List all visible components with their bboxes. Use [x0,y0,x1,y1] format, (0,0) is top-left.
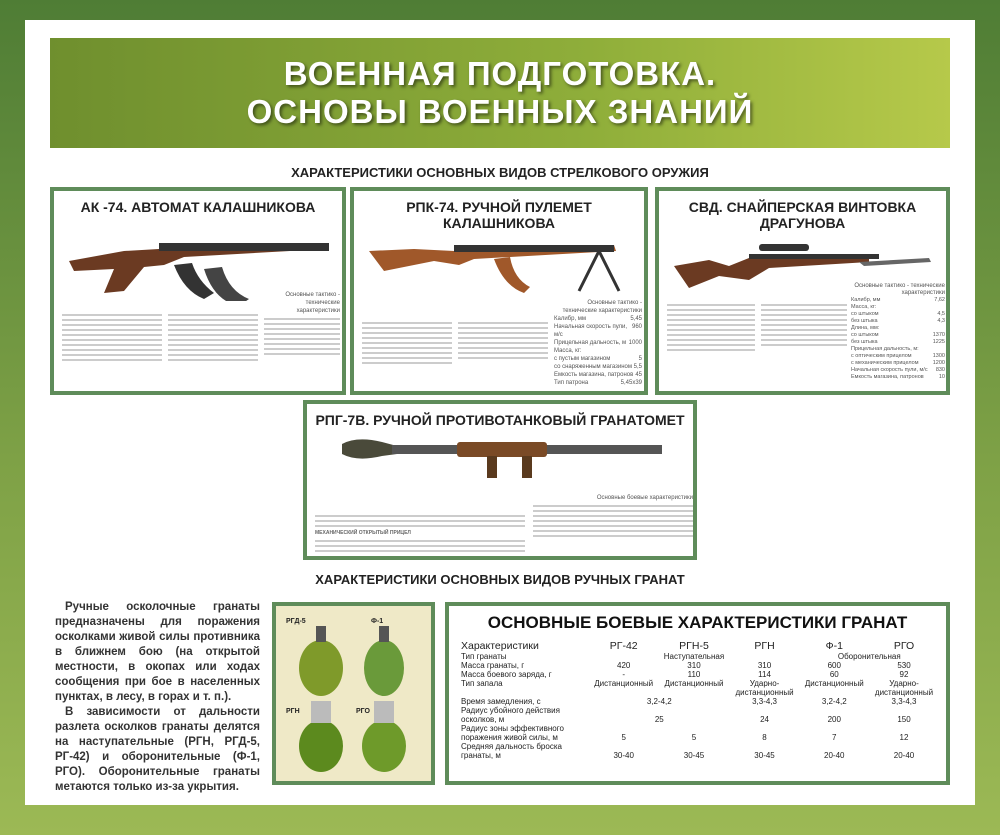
label-rgn: РГН [286,708,300,715]
text: 1000 [628,340,642,346]
text: 114 [758,670,771,679]
text: Начальная скорость пули, м/с [554,324,628,338]
rpg7-image [337,432,677,482]
text: 1200 [932,360,945,366]
text: без штыка [851,318,878,324]
text: Прицельная дальность, м: [851,346,919,352]
ak74-title: АК -74. АВТОМАТ КАЛАШНИКОВА [80,199,316,215]
table-row [459,742,939,760]
text: 25 [654,715,664,724]
title-line-1: ВОЕННАЯ ПОДГОТОВКА. [283,55,717,92]
text: 600 [827,661,841,670]
text: РГ-42 [609,640,638,652]
text: со снаряженным магазином [554,364,632,370]
rpk74-image [364,231,644,301]
text: 3,3-4,3 [752,697,777,706]
label-f1: Ф-1 [371,618,384,625]
text: Ударно-дистанционный [874,679,934,697]
text: Калибр, мм [851,297,881,303]
table-header-row [459,640,939,652]
weapons-section-heading: ХАРАКТЕРИСТИКИ ОСНОВНЫХ ВИДОВ СТРЕЛКОВОГО ОРУЖИЯ [291,165,709,180]
text: 420 [617,661,631,670]
text: Калибр, мм [554,316,587,322]
text: 20-40 [824,751,845,760]
text: Масса боевого заряда, г [461,670,552,679]
text: 530 [897,661,911,670]
text: Дистанционный [804,679,864,688]
text: Радиус зоны эффективного поражения живой силы, м [461,724,564,742]
text: 60 [829,670,839,679]
table-row [459,652,939,661]
text: Наступательная [663,652,725,661]
text: без штыка [851,339,878,345]
text: Основные тактико - технические характеристики [854,283,945,296]
text: с оптическим прицелом [851,353,912,359]
text: Масса, кг: [554,348,582,354]
rpg7-title: РПГ-7В. РУЧНОЙ ПРОТИВОТАНКОВЫЙ ГРАНАТОМЕТ [315,412,685,428]
svd-specs [851,283,945,381]
text: 92 [899,670,909,679]
svd-panel [655,187,950,395]
table-row [459,724,939,742]
text: 20-40 [893,751,915,760]
text: 7 [832,733,837,742]
text: 1300 [932,353,945,359]
text: 3,3-4,3 [891,697,917,706]
rpg7-description [315,512,525,555]
text: Тип патрона [554,380,589,386]
text: Основные тактико - технические характеристики [285,292,340,314]
svd-title-line-2: ДРАГУНОВА [759,215,846,231]
text: 10 [938,374,945,380]
text: 45 [635,372,642,378]
rpk74-title-line-1: РПК-74. РУЧНОЙ ПУЛЕМЕТ [406,199,592,215]
grenades-section-heading: ХАРАКТЕРИСТИКИ ОСНОВНЫХ ВИДОВ РУЧНЫХ ГРАНАТ [315,572,685,587]
svd-title-line-1: СВД. СНАЙПЕРСКАЯ ВИНТОВКА [688,199,917,215]
text: Средняя дальность броска гранаты, м [461,742,562,760]
text: 30-40 [613,751,634,760]
text: 3,2-4,2 [646,697,672,706]
text: 310 [687,661,701,670]
rpg7-panel [303,400,697,560]
text: Радиус убойного действия осколков, м [461,706,560,724]
text: Длина, мм: [851,325,880,331]
text: 4,5 [937,311,945,317]
text: РГН [754,640,775,652]
text: РГН-5 [679,640,709,652]
text: Ручные осколочные гранаты предназначены для поражения осколками живой силы противника в ближнем бою (на открытой местности, в окопах или ходах сообщения при бое в населенных пунктах, в лесу, в горах и т. п.). [55,601,260,703]
text: 110 [687,670,701,679]
text: 3,2-4,2 [821,697,847,706]
text: 310 [757,661,772,670]
table-row [459,661,939,670]
rpk74-panel [350,187,648,395]
text: Прицельная дальность, м [554,340,627,346]
text: 1225 [932,339,945,345]
text: 1370 [932,332,945,338]
text: 30-45 [754,751,775,760]
grenade-characteristics-panel [445,602,950,785]
text: 150 [897,715,911,724]
text: Емкость магазина, патронов [851,374,924,380]
text: Тип запала [461,679,503,688]
text: 200 [827,715,841,724]
text: Характеристики [461,640,539,652]
rpk74-description [362,319,452,367]
text: с механическим прицелом [851,360,919,366]
text: РГО [893,640,915,652]
rpk74-title-line-2: КАЛАШНИКОВА [443,215,555,231]
text: Емкость магазина, патронов [554,372,634,378]
text: Дистанционный [664,679,724,688]
text: 5 [638,356,642,362]
grenade-table [459,640,939,760]
label-rgd5: РГД-5 [286,618,306,625]
text: со штыком [851,311,879,317]
table-row [459,706,939,724]
text: 830 [935,367,945,373]
title-line-2: ОСНОВЫ ВОЕННЫХ ЗНАНИЙ [246,93,754,130]
grenades-image [276,606,431,781]
text: 5 [691,733,697,742]
table-row [459,697,939,706]
svd-description [667,301,755,354]
ak74-description-col2 [168,311,258,364]
text: 24 [760,715,769,724]
grenades-image-panel [272,602,435,785]
text: 7,62 [934,297,945,303]
label-rgo: РГО [356,708,370,715]
text: Ф-1 [825,640,843,652]
text: Дистанционный [594,679,654,688]
text: Ударно-дистанционный [735,679,794,697]
text: 5 [621,733,626,742]
text: 4,3 [937,318,945,324]
text: с пустым магазином [554,356,611,362]
text: Время замедления, с [461,697,541,706]
text: 12 [899,733,909,742]
grenades-intro-text [55,600,260,795]
text: 5,45 [630,316,642,322]
rpk74-description-col2 [458,319,548,362]
grenade-table-title: ОСНОВНЫЕ БОЕВЫЕ ХАРАКТЕРИСТИКИ ГРАНАТ [487,613,908,632]
svd-description-col2 [761,301,847,349]
text: В зависимости от дальности разлета осколков гранаты делятся на наступательные (РГН, РГД-5, РГ-42) и оборонительные (Ф-1, РГО). Оборонительные гранаты метаются только из-за укрытия. [55,706,260,793]
text: МЕХАНИЧЕСКИЙ ОТКРЫТЫЙ ПРИЦЕЛ [315,530,411,536]
text: 960 [631,324,642,330]
text: Основные тактико - технические характеристики [562,300,642,314]
table-row [459,679,939,697]
text: со штыком [851,332,879,338]
rpg7-specs [533,494,693,540]
ak74-image [64,221,344,301]
text: 5,45х39 [620,380,642,386]
rpk74-specs [554,299,642,387]
text: 5,5 [633,364,642,370]
text: 30-45 [683,751,705,760]
text: Основные боевые характеристики [596,495,693,501]
title-banner [50,38,950,148]
text: 8 [762,733,767,742]
text: Начальная скорость пули, м/с [851,367,928,373]
text: Тип гранаты [461,652,507,661]
text: - [622,670,626,679]
text: Масса, кг: [851,304,877,310]
ak74-specs [264,291,340,358]
table-row [459,670,939,679]
text: Оборонительная [837,652,901,661]
text: Масса гранаты, г [461,661,525,670]
ak74-panel [50,187,346,395]
ak74-description [62,311,162,364]
